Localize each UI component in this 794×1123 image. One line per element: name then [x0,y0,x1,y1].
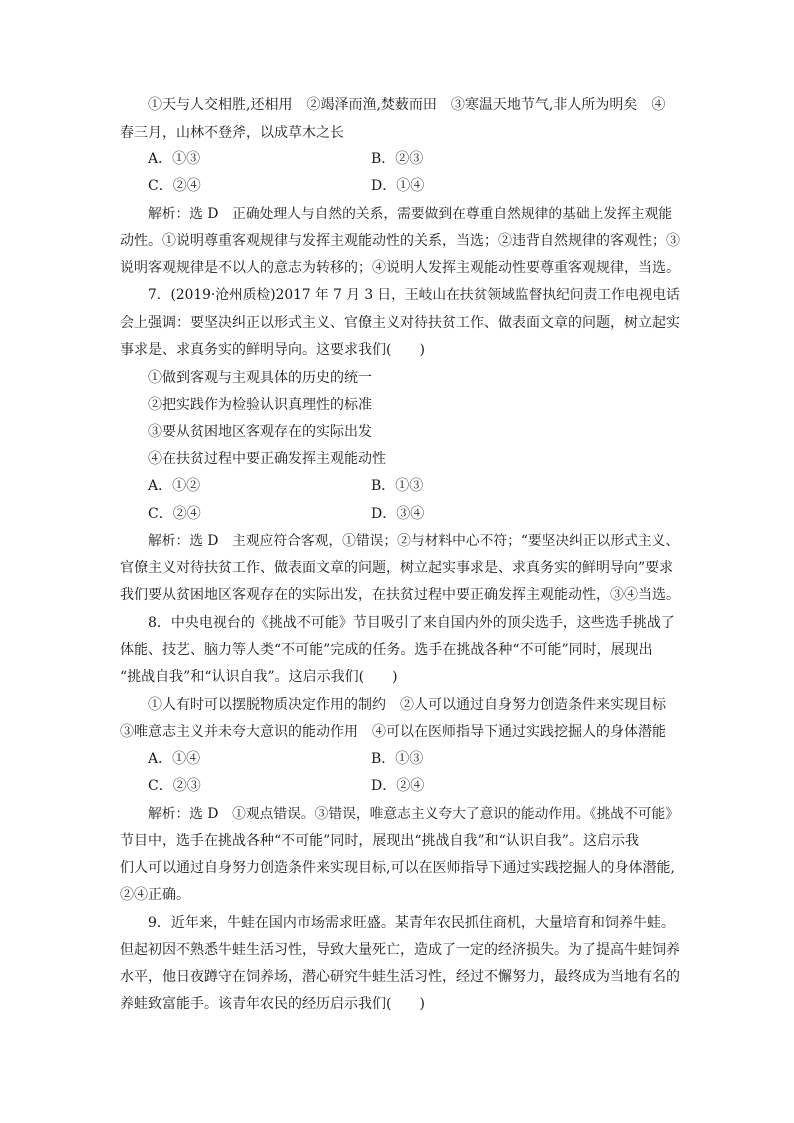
q6-items-line-1: ①天与人交相胜,还相用 ②竭泽而渔,焚薮而田 ③寒温天地节气,非人所为明矣 ④ [148,97,666,113]
q7-stem-line-1: 7．(2019·沧州质检)2017 年 7 月 3 日，王岐山在扶贫领域监督执纪问责工作电视电话 [148,287,680,303]
q8-stem-line-1: 8．中央电视台的《挑战不可能》节目吸引了来自国内外的顶尖选手，这些选手挑战了 [148,615,675,631]
q6-options-row-2 [0,173,794,199]
q8-option-a[interactable]: A．①④ [148,751,201,767]
q8-option-c[interactable]: C．②③ [148,778,201,794]
q7-item-4: ④在扶贫过程中要正确发挥主观能动性 [148,451,386,467]
q7-item-2: ②把实践作为检验认识真理性的标准 [148,397,372,413]
q9-stem-line-3: 水平，他日夜蹲守在饲养场，潜心研究牛蛙生活习性，经过不懈努力，最终成为当地有名的 [120,969,680,985]
q8-stem-line-3: “挑战自我”和“认识自我”。这启示我们( ) [120,669,398,685]
q6-option-a[interactable]: A．①③ [148,151,201,167]
q7-analysis-line-2: 官僚主义对待扶贫工作、做表面文章的问题，树立起实事求是、求真务实的鲜明导向”要求 [120,560,674,576]
q9-stem-line-4: 养蛙致富能手。该青年农民的经历启示我们( ) [120,996,425,1012]
q6-analysis-line-2: 动性。①说明尊重客观规律与发挥主观能动性的关系，当选；②违背自然规律的客观性；③ [120,233,680,249]
q7-options-row-1 [0,473,794,499]
q6-option-c[interactable]: C．②④ [148,178,201,194]
q8-options-row-1 [0,746,794,772]
q6-analysis-line-3: 说明客观规律是不以人的意志为转移的；④说明人发挥主观能动性要尊重客观规律，当选。 [120,260,680,276]
q7-analysis-line-3: 我们要从贫困地区客观存在的实际出发，在扶贫过程中要正确发挥主观能动性，③④当选。 [120,587,680,603]
q7-option-d[interactable]: D．③④ [371,506,425,522]
q7-stem-line-3: 事求是、求真务实的鲜明导向。这要求我们( ) [120,342,425,358]
q7-stem-line-2: 会上强调：要坚决纠正以形式主义、官僚主义对待扶贫工作、做表面文章的问题，树立起实 [120,315,680,331]
q7-option-b[interactable]: B．①③ [371,478,424,494]
q9-stem-line-1: 9．近年来，牛蛙在国内市场需求旺盛。某青年农民抓住商机，大量培育和饲养牛蛙。 [148,915,675,931]
q8-analysis-line-2: 节目中，选手在挑战各种“不可能”同时，展现出“挑战自我”和“认识自我”。这启示我 [120,833,639,849]
q7-analysis-line-1: 解析：选 D 主观应符合客观，①错误；②与材料中心不符；“要坚决纠正以形式主义、 [148,533,680,549]
q6-analysis-line-1: 解析：选 D 正确处理人与自然的关系，需要做到在尊重自然规律的基础上发挥主观能 [148,206,673,222]
q8-items-line-1: ①人有时可以摆脱物质决定作用的制约 ②人可以通过自身努力创造条件来实现目标 [148,697,666,713]
q6-option-d[interactable]: D．①④ [371,178,425,194]
q6-options-row-1 [0,146,794,172]
q9-stem-line-2: 但起初因不熟悉牛蛙生活习性，导致大量死亡，造成了一定的经济损失。为了提高牛蛙饲养 [120,942,680,958]
q7-options-row-2 [0,501,794,527]
q7-option-a[interactable]: A．①② [148,478,201,494]
q7-option-c[interactable]: C．②④ [148,506,201,522]
q8-stem-line-2: 体能、技艺、脑力等人类“不可能”完成的任务。选手在挑战各种“不可能”同时，展现出 [120,642,653,658]
q7-item-3: ③要从贫困地区客观存在的实际出发 [148,424,372,440]
q6-option-b[interactable]: B．②③ [371,151,424,167]
q8-options-row-2 [0,773,794,799]
q7-item-1: ①做到客观与主观具体的历史的统一 [148,370,372,386]
q8-analysis-line-4: ②④正确。 [120,887,190,903]
q8-analysis-line-3: 们人可以通过自身努力创造条件来实现目标,可以在医师指导下通过实践挖掘人的身体潜能, [120,860,675,876]
q8-option-d[interactable]: D．②④ [371,778,425,794]
q6-items-line-2: 春三月，山林不登斧，以成草木之长 [120,125,344,141]
q8-analysis-line-1: 解析：选 D ①观点错误。③错误，唯意志主义夸大了意识的能动作用。《挑战不可能》 [148,806,680,822]
q8-option-b[interactable]: B．①③ [371,751,424,767]
q8-items-line-2: ③唯意志主义并未夸大意识的能动作用 ④可以在医师指导下通过实践挖掘人的身体潜能 [120,724,666,740]
